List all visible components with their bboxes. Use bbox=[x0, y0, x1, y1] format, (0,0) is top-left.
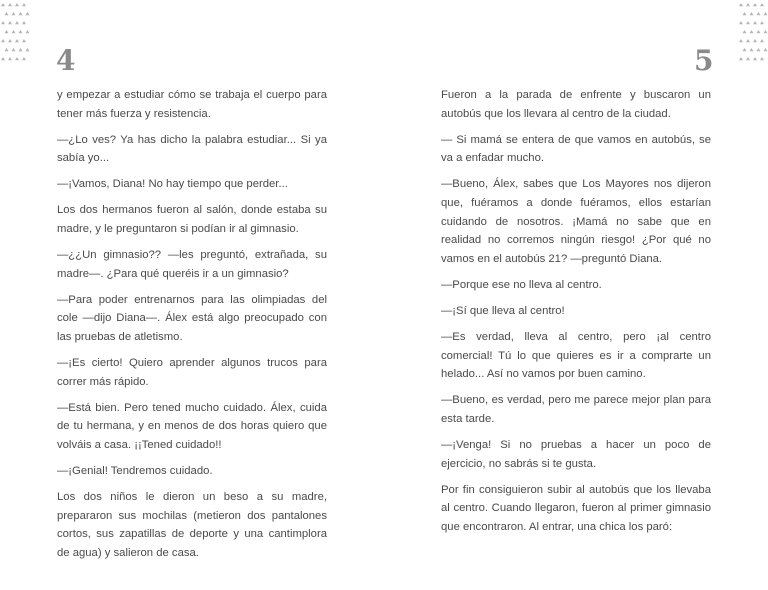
triangle-mark bbox=[757, 48, 761, 51]
triangle-mark bbox=[26, 30, 30, 33]
triangle-mark bbox=[746, 57, 750, 60]
paragraph: Los dos niños le dieron un beso a su madre, prepararon sus mochilas (metieron dos pantalones cortos, sus zapatillas de deporte y una cantimplora de agua) y salieron de casa. bbox=[57, 491, 327, 559]
paragraph: —Bueno, Álex, sabes que Los Mayores nos dijeron que, fuéramos a donde fuéramos, ellos estarían cuidando de nosotros. ¡Mamá no sabe que en realidad no corremos ningún riesgo! ¿Por qué no vamos en el autobús 21? —preguntó Diana. bbox=[441, 178, 711, 265]
triangle-mark bbox=[8, 3, 12, 6]
triangle-mark bbox=[743, 30, 747, 33]
triangle-mark bbox=[746, 3, 750, 6]
triangle-mark bbox=[8, 39, 12, 42]
triangle-mark bbox=[15, 39, 19, 42]
triangle-mark bbox=[760, 39, 764, 42]
triangle-mark bbox=[739, 21, 743, 24]
triangle-mark bbox=[760, 57, 764, 60]
triangle-mark bbox=[19, 12, 23, 15]
triangle-mark bbox=[764, 48, 768, 51]
triangle-mark bbox=[8, 21, 12, 24]
triangle-mark bbox=[5, 30, 9, 33]
triangle-mark bbox=[22, 57, 26, 60]
paragraph: —Para poder entrenarnos para las olimpiadas del cole —dijo Diana—. Álex está algo preocupado con las pruebas de atletismo. bbox=[57, 293, 327, 344]
triangle-mark bbox=[19, 30, 23, 33]
triangle-mark bbox=[1, 57, 5, 60]
triangle-mark bbox=[1, 39, 5, 42]
triangle-mark bbox=[760, 3, 764, 6]
triangle-mark bbox=[746, 39, 750, 42]
triangle-mark bbox=[12, 48, 16, 51]
triangle-mark bbox=[5, 12, 9, 15]
triangle-mark bbox=[15, 57, 19, 60]
triangle-mark bbox=[5, 48, 9, 51]
triangle-mark bbox=[764, 12, 768, 15]
triangle-mark bbox=[12, 30, 16, 33]
triangle-mark bbox=[753, 57, 757, 60]
paragraph: —¡Vamos, Diana! No hay tiempo que perder... bbox=[57, 178, 288, 191]
paragraph: —¿¿Un gimnasio?? —les preguntó, extrañada, su madre—. ¿Para qué queréis ir a un gimnasio? bbox=[57, 249, 327, 280]
triangle-mark bbox=[750, 12, 754, 15]
paragraph: —¡Genial! Tendremos cuidado. bbox=[57, 465, 213, 478]
triangle-mark bbox=[8, 57, 12, 60]
paragraph: —Porque ese no lleva al centro. bbox=[441, 278, 602, 291]
paragraph: — Si mamá se entera de que vamos en autobús, se va a enfadar mucho. bbox=[441, 133, 711, 165]
triangle-mark bbox=[22, 3, 26, 6]
triangle-mark bbox=[750, 48, 754, 51]
paragraph: —¡Es cierto! Quiero aprender algunos trucos para correr más rápido. bbox=[57, 357, 327, 388]
paragraph: y empezar a estudiar cómo se trabaja el cuerpo para tener más fuerza y resistencia. bbox=[57, 89, 327, 120]
triangle-mark bbox=[22, 39, 26, 42]
page-number-left: 4 bbox=[56, 44, 76, 77]
paragraph: —Está bien. Pero tened mucho cuidado. Álex, cuida de tu hermana, y en menos de dos horas quiero que volváis a casa. ¡¡Tened cuidado!! bbox=[57, 401, 327, 451]
triangle-mark bbox=[739, 3, 743, 6]
paragraph: —Es verdad, lleva al centro, pero ¡al centro comercial! Tú lo que quieres es ir a comprarte un helado... Así no vamos por buen camino. bbox=[441, 331, 711, 381]
triangle-mark bbox=[15, 21, 19, 24]
triangle-mark bbox=[746, 21, 750, 24]
triangle-mark bbox=[750, 30, 754, 33]
paragraph: —¡Sí que lleva al centro! bbox=[441, 304, 565, 317]
triangle-mark bbox=[753, 21, 757, 24]
triangle-mark bbox=[764, 30, 768, 33]
triangle-mark bbox=[15, 3, 19, 6]
paragraph: Por fin consiguieron subir al autobús que los llevaba al centro. Cuando llegaron, fueron al primer gimnasio que encontraron. Al entrar, una chica los paró: bbox=[441, 483, 711, 533]
triangle-pattern-right bbox=[738, 0, 768, 70]
triangle-pattern-left bbox=[0, 0, 30, 70]
page-number-right: 5 bbox=[694, 44, 714, 77]
triangle-mark bbox=[1, 21, 5, 24]
paragraph: —¿Lo ves? Ya has dicho la palabra estudiar... Si ya sabía yo... bbox=[57, 133, 327, 165]
triangle-mark bbox=[26, 48, 30, 51]
triangle-mark bbox=[22, 21, 26, 24]
paragraph: —¡Venga! Si no pruebas a hacer un poco de ejercicio, no sabrás si te gusta. bbox=[441, 439, 711, 470]
triangle-mark bbox=[757, 30, 761, 33]
triangle-mark bbox=[757, 12, 761, 15]
triangle-mark bbox=[739, 57, 743, 60]
left-page-text bbox=[57, 86, 327, 570]
triangle-mark bbox=[743, 48, 747, 51]
triangle-mark bbox=[739, 39, 743, 42]
right-page-text bbox=[441, 86, 711, 544]
triangle-mark bbox=[760, 21, 764, 24]
triangle-mark bbox=[12, 12, 16, 15]
triangle-mark bbox=[753, 3, 757, 6]
triangle-mark bbox=[743, 12, 747, 15]
paragraph: Fueron a la parada de enfrente y buscaron un autobús que los llevara al centro de la ciudad. bbox=[441, 89, 711, 120]
triangle-mark bbox=[1, 3, 5, 6]
triangle-mark bbox=[26, 12, 30, 15]
paragraph: —Bueno, es verdad, pero me parece mejor plan para esta tarde. bbox=[441, 394, 711, 425]
paragraph: Los dos hermanos fueron al salón, donde estaba su madre, y le preguntaron si podían ir al gimnasio. bbox=[57, 204, 327, 236]
triangle-mark bbox=[19, 48, 23, 51]
triangle-mark bbox=[753, 39, 757, 42]
